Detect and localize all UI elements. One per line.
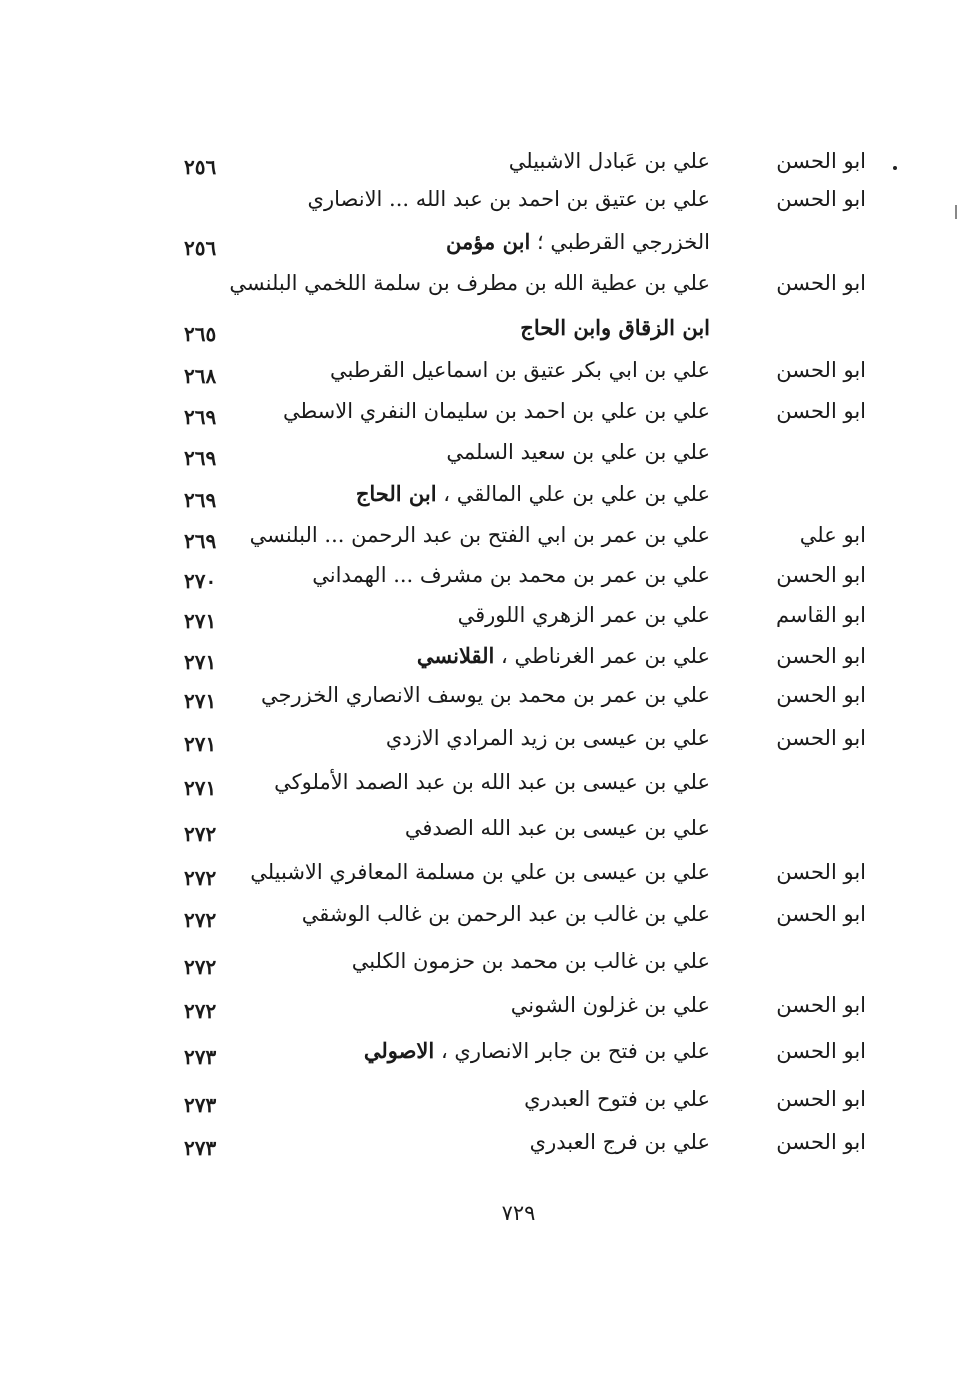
entry-laqab: ابن الحاج (355, 481, 437, 506)
entry-page: ٢٧٣ (184, 1093, 217, 1117)
entry-page: ٢٧٢ (184, 999, 217, 1023)
entry-page: ٢٦٩ (184, 405, 217, 429)
entry-kunya: ابو الحسن (776, 149, 866, 173)
index-entry (150, 313, 880, 355)
entry-page: ٢٧١ (184, 776, 217, 800)
entry-name: علي بن ابي بكر عتيق بن اسماعيل القرطبي (329, 358, 710, 382)
entry-name: علي بن عيسى بن عبد الله بن عبد الصمد الأملوكي (274, 770, 710, 794)
entry-page: ٢٧٢ (184, 866, 217, 890)
entry-name: علي بن فتوح العبدري (524, 1087, 710, 1111)
entry-kunya: ابو الحسن (776, 1039, 866, 1063)
entry-page: ٢٦٩ (184, 529, 217, 553)
entry-name: علي بن عتيق بن احمد بن عبد الله ... الانصاري (307, 187, 710, 211)
entry-laqab: القلانسي (416, 643, 495, 668)
entry-kunya: ابو الحسن (776, 399, 866, 423)
entry-laqab: الاصولي (363, 1038, 435, 1063)
entry-name-line (190, 396, 710, 426)
entry-name-line (190, 355, 710, 385)
index-entry (150, 227, 880, 269)
index-entry (150, 680, 880, 722)
entry-name: علي بن عمر الزهري اللورقي (457, 603, 710, 627)
index-entry (150, 946, 880, 988)
entry-name: علي بن فتح بن جابر الانصاري ، (440, 1039, 710, 1063)
index-entry (150, 723, 880, 765)
entry-name: علي بن عمر الغرناطي ، (501, 644, 710, 668)
index-entry (150, 600, 880, 642)
index-entry (150, 437, 880, 479)
entry-name-line (190, 1127, 710, 1157)
entry-name: علي بن عيسى بن علي بن مسلمة المعافري الاشبيلي (250, 860, 710, 884)
index-entry (150, 1084, 880, 1126)
entry-name-line (190, 767, 710, 797)
entry-name: علي بن غالب بن عبد الرحمن بن غالب الوشقي (301, 902, 710, 926)
entry-kunya: ابو الحسن (776, 644, 866, 668)
entry-name-line (190, 560, 710, 590)
entry-laqab: ابن مؤمن (445, 229, 531, 254)
index-entry (150, 641, 880, 683)
entry-page: ٢٦٨ (184, 364, 217, 388)
index-entry (150, 396, 880, 438)
entry-page: ٢٦٥ (184, 322, 217, 346)
entry-name-line (190, 268, 710, 298)
entry-name: الخزرجي القرطبي ؛ (536, 230, 710, 254)
margin-dot (893, 166, 897, 170)
entry-name: علي بن عيسى بن عبد الله الصدفي (404, 816, 710, 840)
index-entry (150, 767, 880, 809)
entry-page: ٢٧٢ (184, 822, 217, 846)
entry-name: علي بن عَبادل الاشبيلي (508, 149, 710, 173)
entry-kunya: ابو الحسن (776, 563, 866, 587)
entry-page: ٢٦٩ (184, 488, 217, 512)
entry-page: ٢٧١ (184, 732, 217, 756)
entry-name: علي بن عمر بن محمد بن يوسف الانصاري الخزرجي (261, 683, 710, 707)
entry-kunya: ابو الحسن (776, 902, 866, 926)
index-entry (150, 1127, 880, 1169)
index-entry (150, 1036, 880, 1078)
entry-kunya: ابو الحسن (776, 271, 866, 295)
entry-kunya: ابو الحسن (776, 726, 866, 750)
entry-kunya: ابو الحسن (776, 187, 866, 211)
entry-name: علي بن غالب بن محمد بن حزمون الكلبي (351, 949, 710, 973)
entry-name-line (190, 723, 710, 753)
entry-name-line (190, 520, 710, 550)
entry-laqab: ابن الزقاق وابن الحاج (520, 315, 710, 340)
entry-name-line (190, 813, 710, 843)
entry-name-line (190, 184, 710, 214)
entry-name: علي بن عيسى بن زيد المرادي الازدي (385, 726, 710, 750)
entry-name-line (190, 437, 710, 467)
index-entry (150, 520, 880, 562)
entry-name-line (190, 146, 710, 176)
entry-page: ٢٧١ (184, 650, 217, 674)
entry-name: علي بن علي بن سعيد السلمي (446, 440, 710, 464)
entry-name: علي بن عمر بن محمد بن مشرف ... الهمداني (312, 563, 710, 587)
entry-name-line (190, 641, 710, 671)
entry-kunya: ابو الحسن (776, 358, 866, 382)
entry-page: ٢٧٣ (184, 1045, 217, 1069)
entry-name-line (190, 899, 710, 929)
entry-kunya: ابو علي (799, 523, 866, 547)
entry-name: علي بن علي بن احمد بن سليمان النفري الاسطي (282, 399, 710, 423)
entry-kunya: ابو الحسن (776, 1130, 866, 1154)
entry-page: ٢٥٦ (184, 155, 217, 179)
index-entry (150, 899, 880, 941)
entry-name-line (190, 313, 710, 343)
entry-page: ٢٥٦ (184, 236, 217, 260)
entry-kunya: ابو الحسن (776, 683, 866, 707)
entry-name-line (190, 946, 710, 976)
entry-name-line (190, 1036, 710, 1066)
entry-page: ٢٧٢ (184, 908, 217, 932)
index-entry (150, 146, 880, 188)
entry-page: ٢٧١ (184, 689, 217, 713)
entry-kunya: ابو الحسن (776, 860, 866, 884)
entry-page: ٢٧٢ (184, 955, 217, 979)
entry-name-line (190, 857, 710, 887)
index-entry (150, 355, 880, 397)
entry-page: ٢٧١ (184, 609, 217, 633)
entry-name: علي بن غزلون الشوني (510, 993, 710, 1017)
entry-name-line (190, 1084, 710, 1114)
index-entry (150, 479, 880, 521)
index-entry (150, 813, 880, 855)
entry-page: ٢٧٣ (184, 1136, 217, 1160)
entry-name: علي بن عطية الله بن مطرف بن سلمة اللخمي البلنسي (229, 271, 710, 295)
index-entry (150, 990, 880, 1032)
entry-kunya: ابو الحسن (776, 993, 866, 1017)
entry-page: ٢٦٩ (184, 446, 217, 470)
index-entry (150, 268, 880, 310)
entry-name-line (190, 680, 710, 710)
page-number: ٧٢٩ (501, 1201, 536, 1225)
entry-page: ٢٧٠ (184, 569, 217, 593)
entry-name-line (190, 479, 710, 509)
entry-name: علي بن علي بن علي المالقي ، (443, 482, 710, 506)
index-entry (150, 184, 880, 226)
entry-kunya: ابو القاسم (775, 603, 866, 627)
entry-name-line (190, 600, 710, 630)
entry-kunya: ابو الحسن (776, 1087, 866, 1111)
index-entry (150, 857, 880, 899)
entry-name-line (190, 227, 710, 257)
entry-name-line (190, 990, 710, 1020)
index-entry (150, 560, 880, 602)
entry-name: علي بن فرج العبدري (529, 1130, 710, 1154)
entry-name: علي بن عمر بن ابي الفتح بن عبد الرحمن ... البلنسي (249, 523, 710, 547)
